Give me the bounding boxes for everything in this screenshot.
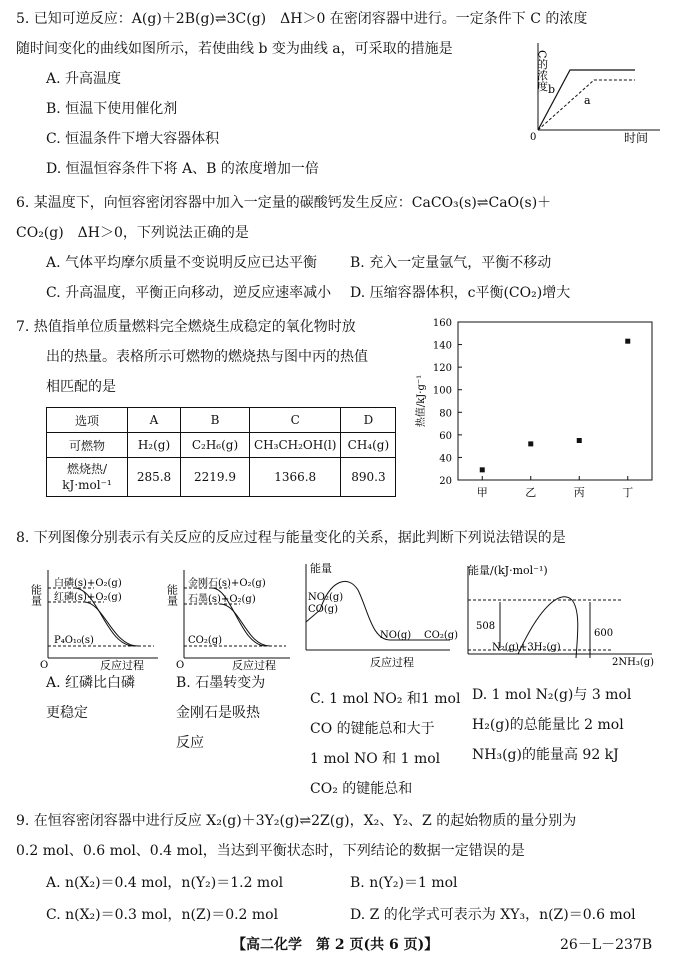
page-footer: 【高二化学 第 2 页(共 6 页)】	[232, 937, 439, 953]
q6-option-d: D. 压缩容器体积，c平衡(CO₂)增大	[350, 285, 571, 301]
g3-p2: CO₂(g)	[424, 630, 459, 641]
g3-xlabel: 反应过程	[370, 656, 414, 669]
table-cell: CH₃CH₂OH(l)	[250, 433, 341, 458]
table-cell: 285.8	[128, 458, 181, 497]
q5-option-c: C. 恒温条件下增大容器体积	[46, 131, 220, 147]
table-cell	[47, 458, 128, 497]
q6-stem-line2: CO₂(g) ΔH＞0，下列说法正确的是	[16, 225, 249, 241]
table-cell: D	[341, 408, 396, 433]
q5-option-a: A. 升高温度	[46, 71, 122, 87]
table-row	[47, 408, 396, 433]
q8-option-c-line: CO₂ 的键能总和	[310, 781, 413, 797]
q8-stem: 8. 下列图像分别表示有关反应的反应过程与能量变化的关系，据此判断下列说法错误的是	[16, 530, 566, 546]
q8-option-d-line: H₂(g)的总能量比 2 mol	[472, 717, 624, 733]
data-point	[577, 438, 582, 443]
q6-option-b: B. 充入一定量氩气，平衡不移动	[350, 255, 552, 271]
q8-option-a-line: A. 红磷比白磷	[46, 675, 136, 691]
g2-xlabel: 反应过程	[232, 659, 276, 672]
q7-stem-line2: 出的热量。表格所示可燃物的燃烧热与图中丙的热值	[46, 349, 368, 365]
g2-top: 金刚石(s)+O₂(g)	[188, 578, 266, 589]
table-cell: C₂H₆(g)	[181, 433, 250, 458]
q8-graph-2	[165, 566, 294, 672]
q9-option-c: C. n(X₂)＝0.3 mol，n(Z)＝0.2 mol	[46, 907, 279, 923]
g2-low: CO₂(g)	[188, 635, 223, 646]
q9-stem-line1: 9. 在恒容密闭容器中进行反应 X₂(g)＋3Y₂(g)⇌2Z(g)，X₂、Y₂、Z 的起始物质的量分别为	[16, 813, 577, 829]
g3-ylabel: 能量	[310, 562, 332, 575]
g1-low: P₄O₁₀(s)	[54, 635, 94, 646]
y-axis-label: 热值/kJ·g⁻¹	[416, 374, 427, 428]
q5-graph-xlabel: 时间	[624, 131, 649, 145]
q9-stem-line2: 0.2 mol、0.6 mol、0.4 mol，当达到平衡状态时，下列结论的数据一定错误的是	[16, 843, 525, 859]
table-cell: B	[181, 408, 250, 433]
y-tick-label: 100	[432, 385, 452, 397]
q8-graph-4	[462, 562, 667, 674]
energy-label: 能量	[165, 584, 179, 606]
q5-stem-line2: 随时间变化的曲线如图所示，若使曲线 b 变为曲线 a，可采取的措施是	[16, 41, 453, 57]
g1-origin: O	[40, 660, 49, 671]
q6-stem-line1: 6. 某温度下，向恒容密闭容器中加入一定量的碳酸钙发生反应：CaCO₃(s)⇌CaO(s)＋	[16, 195, 552, 211]
data-point	[625, 339, 630, 344]
q8-option-d-line: NH₃(g)的能量高 92 kJ	[472, 747, 619, 763]
g3-p1: NO(g)	[380, 630, 412, 641]
g4-ylabel: 能量/(kJ·mol⁻¹)	[468, 564, 548, 577]
x-tick-label: 丁	[622, 486, 634, 499]
x-tick-label: 丙	[573, 486, 585, 499]
q8-option-b	[176, 668, 265, 758]
q7-heat-value-chart	[410, 312, 665, 504]
g1-top: 白磷(s)+O₂(g)	[54, 578, 122, 589]
table-cell: C	[250, 408, 341, 433]
y-tick-label: 60	[439, 430, 452, 442]
g4-v1: 508	[476, 621, 496, 632]
q7-stem-line1: 7. 热值指单位质量燃料完全燃烧生成稳定的氧化物时放	[16, 319, 356, 335]
g4-right: 2NH₃(g)	[612, 657, 655, 668]
q5-graph-ylabel: C的浓度	[535, 50, 549, 92]
g4-left: N₂(g)+3H₂(g)	[492, 642, 561, 653]
q5-option-b: B. 恒温下使用催化剂	[46, 101, 178, 117]
g3-r1: NO₂(g)	[308, 592, 344, 603]
heat-label-1: 燃烧热/	[66, 462, 108, 476]
table-cell: 890.3	[341, 458, 396, 497]
q8-graph-1	[29, 566, 162, 672]
g2-mid: 石墨(s)+O₂(g)	[188, 594, 256, 605]
q5-stem-line1: 5. 已知可逆反应：A(g)＋2B(g)⇌3C(g) ΔH＞0 在密闭容器中进行。一定条件下 C 的浓度	[16, 11, 588, 27]
y-tick-label: 160	[432, 318, 452, 329]
table-cell: 2219.9	[181, 458, 250, 497]
q8-option-a	[46, 668, 135, 728]
page-code: 26－L－237B	[560, 937, 653, 953]
energy-label: 能量	[29, 584, 43, 606]
chart-frame	[458, 322, 652, 480]
q8-option-d	[472, 680, 631, 770]
y-tick-label: 120	[432, 363, 452, 375]
q5-label-a: a	[584, 94, 591, 107]
q8-option-b-line: 金刚石是吸热	[176, 705, 260, 721]
table-row	[47, 458, 396, 497]
y-tick-label: 40	[439, 453, 452, 465]
data-point	[480, 467, 485, 472]
table-cell: 可燃物	[47, 433, 128, 458]
table-cell: H₂(g)	[128, 433, 181, 458]
table-cell: CH₄(g)	[341, 433, 396, 458]
q9-option-d: D. Z 的化学式可表示为 XY₃，n(Z)＝0.6 mol	[350, 907, 636, 923]
table-cell: A	[128, 408, 181, 433]
y-tick-label: 140	[432, 340, 452, 352]
q5-option-d: D. 恒温恒容条件下将 A、B 的浓度增加一倍	[46, 161, 319, 177]
q7-table	[46, 407, 396, 497]
q5-origin: 0	[530, 132, 537, 143]
g3-r2: CO(g)	[308, 604, 339, 615]
y-tick-label: 20	[439, 476, 452, 487]
q8-option-d-line: D. 1 mol N₂(g)与 3 mol	[472, 687, 632, 703]
table-cell: 选项	[47, 408, 128, 433]
table-row	[47, 433, 396, 458]
q8-option-b-line: 反应	[176, 735, 204, 751]
q8-option-a-line: 更稳定	[46, 705, 88, 721]
y-tick-label: 80	[439, 408, 452, 420]
q8-option-b-line: B. 石墨转变为	[176, 675, 266, 691]
q8-option-c	[310, 684, 460, 804]
table-cell: 1366.8	[250, 458, 341, 497]
q6-option-c: C. 升高温度，平衡正向移动，逆反应速率减小	[46, 285, 332, 301]
heat-label-2: kJ·mol⁻¹	[62, 478, 112, 492]
data-point	[528, 441, 533, 446]
q8-option-c-line: 1 mol NO 和 1 mol	[310, 751, 441, 767]
q9-option-b: B. n(Y₂)＝1 mol	[350, 875, 458, 891]
q8-option-c-line: CO 的键能总和大于	[310, 721, 435, 737]
q5-label-b: b	[548, 83, 556, 96]
q8-option-c-line: C. 1 mol NO₂ 和1 mol	[310, 691, 461, 707]
q6-option-a: A. 气体平均摩尔质量不变说明反应已达平衡	[46, 255, 318, 271]
g4-v2: 600	[594, 628, 614, 639]
q9-option-a: A. n(X₂)＝0.4 mol，n(Y₂)＝1.2 mol	[46, 875, 284, 891]
g1-mid: 红磷(s)+O₂(g)	[54, 592, 122, 603]
g2-origin: O	[176, 660, 185, 671]
q8-graph-3	[300, 560, 460, 680]
g1-xlabel: 反应过程	[100, 659, 144, 672]
q5-concentration-graph	[520, 38, 670, 148]
x-tick-label: 乙	[525, 486, 537, 499]
q7-stem-line3: 相匹配的是	[46, 379, 116, 395]
x-tick-label: 甲	[476, 486, 488, 499]
